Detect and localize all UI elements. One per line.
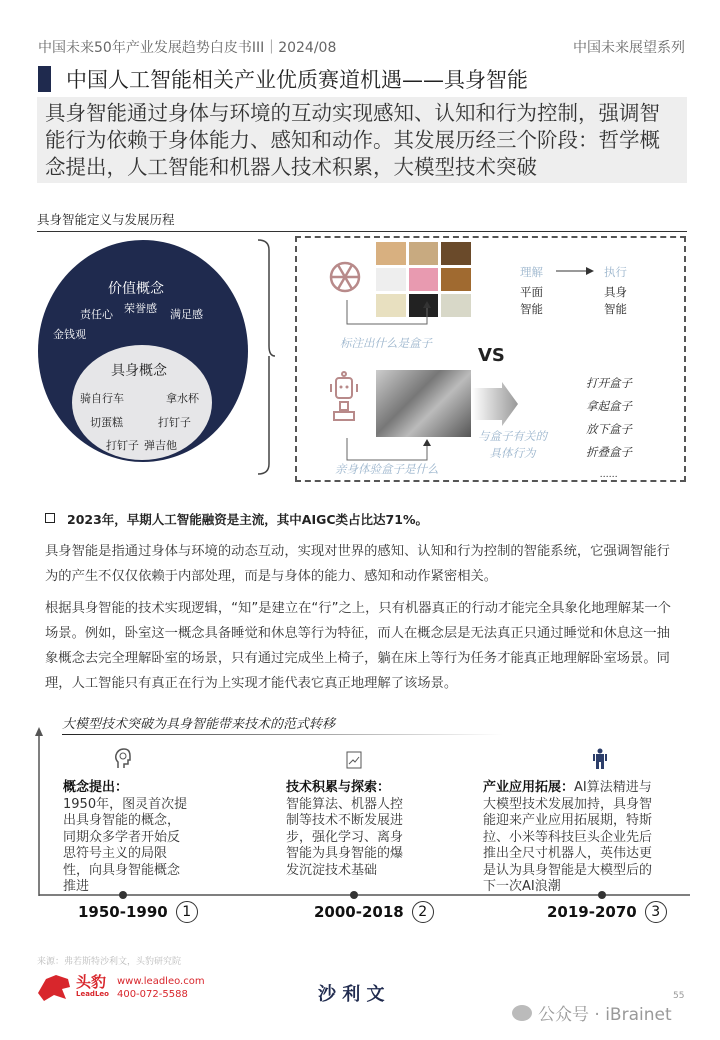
stage-years <box>547 901 667 923</box>
wechat-icon <box>512 1005 532 1021</box>
brand-name <box>76 973 109 1000</box>
paragraph: 根据具身智能的技术实现逻辑，“知”是建立在“行”之上，只有机器真正的行动才能完全具象化地理解某一个场景。例如，卧室这一概念具备睡觉和休息等行为特征，而人在概念层是无法真正只通过睡觉和休息这一抽象概念去完全理解卧室的场景，只有通过完成坐上椅子，躺在床上等行为任务才能真正地理解卧室场景。同理，人工智能只有真正在行为上实现才能代表它真正地理解了该场景。 <box>45 601 671 691</box>
checkbox-bullet-icon <box>45 513 55 523</box>
stage-3 <box>483 780 658 896</box>
stage-number: 2 <box>412 901 434 923</box>
action-item: 打开盒子 <box>586 376 632 390</box>
stage-text: 智能算法、机器人控制等技术不断发展进步，强化学习、离身智能为具身智能的爆发沉淀技术基础 <box>286 796 404 878</box>
embodied-intelligence: 具身 智能 <box>604 285 627 316</box>
bullet-point <box>45 510 428 528</box>
doc-header-right: 中国未来展望系列 <box>573 40 685 56</box>
gradient-arrow <box>472 382 518 426</box>
openai-logo-icon <box>326 256 364 298</box>
timeline-dot <box>350 891 358 899</box>
arrow-right-icon <box>556 266 596 276</box>
top-caption: 标注出什么是盒子 <box>340 336 432 350</box>
inner-item: 弹吉他 <box>144 439 177 452</box>
chart-document-icon <box>346 749 362 769</box>
inner-item: 切蛋糕 <box>90 416 123 429</box>
robot-experience-image <box>376 370 471 437</box>
watermark-text: 公众号 · iBrainet <box>538 1005 672 1025</box>
robot-figure-icon <box>592 748 608 770</box>
page-title <box>38 64 528 94</box>
inner-item: 拿水杯 <box>166 392 199 405</box>
outer-item: 荣誉感 <box>124 302 157 315</box>
outer-item: 满足感 <box>170 308 203 321</box>
action-item: 拿起盒子 <box>586 399 632 413</box>
understand-label: 理解 <box>520 265 543 279</box>
doc-header-left: 中国未来50年产业发展趋势白皮书III｜2024/08 <box>38 40 337 56</box>
stage-head: 产业应用拓展： <box>483 780 575 795</box>
stage-text: AI算法精进与大模型技术发展加持，具身智能迎来产业应用拓展期，特斯拉、小米等科技巨头企业先后推出全尺寸机器人，英伟达更是认为具身智能是大模型后的下一次AI浪潮 <box>483 780 653 894</box>
stage-2 <box>286 780 411 879</box>
behavior-caption: 与盒子有关的 具体行为 <box>478 429 547 460</box>
years-text: 2019-2070 <box>547 903 637 921</box>
execute-label: 执行 <box>604 265 627 279</box>
stage-years <box>314 901 434 923</box>
flat-intelligence: 平面 智能 <box>520 285 543 316</box>
stage-head: 概念提出： <box>63 780 129 795</box>
leopard-logo-icon <box>36 973 72 1003</box>
inner-item: 骑自行车 <box>80 392 124 405</box>
stage-years <box>78 901 198 923</box>
years-text: 2000-2018 <box>314 903 404 921</box>
robot-icon <box>328 370 360 425</box>
action-item: …… <box>600 470 618 480</box>
caption-arrow <box>345 300 435 328</box>
website-link[interactable]: www.leadleo.com <box>116 976 205 987</box>
timeline-title: 大模型技术突破为具身智能带来技术的范式转移 <box>62 713 502 735</box>
inner-label: 具身概念 <box>111 363 167 379</box>
frost-sullivan-logo: 沙 利 文 <box>318 984 385 1005</box>
inner-item: 打钉子 <box>106 439 139 452</box>
paragraph: 具身智能是指通过身体与环境的动态互动，实现对世界的感知、认知和行为控制的智能系统，它强调智能行为的产生不仅仅依赖于内部处理，而是与身体的能力、感知和动作紧密相关。 <box>45 544 670 584</box>
years-text: 1950-1990 <box>78 903 168 921</box>
title-bar <box>38 66 51 92</box>
brand-en: LeadLeo <box>76 990 109 998</box>
stage-number: 3 <box>645 901 667 923</box>
figure-subtitle: 具身智能定义与发展历程 <box>37 210 687 232</box>
summary-box: 具身智能通过身体与环境的互动实现感知、认知和行为控制，强调智能行为依赖于身体能力、感知和动作。其发展历经三个阶段：哲学概念提出，人工智能和机器人技术积累，大模型技术突破 <box>37 97 687 183</box>
stage-number: 1 <box>176 901 198 923</box>
stage-head: 技术积累与探索： <box>286 780 391 795</box>
action-item: 折叠盒子 <box>586 445 632 459</box>
outer-item: 责任心 <box>80 308 113 321</box>
action-item: 放下盒子 <box>586 422 632 436</box>
outer-item: 金钱观 <box>53 328 86 341</box>
brain-head-icon <box>114 748 132 770</box>
watermark <box>512 1000 672 1025</box>
stage-text: 1950年，图灵首次提出具身智能的概念，同期众多学者开始反思符号主义的局限性，向具身智能概念推进 <box>63 796 188 894</box>
vs-label: VS <box>478 345 505 366</box>
phone-number: 400-072-5588 <box>116 989 188 1000</box>
page-number: 55 <box>673 991 685 1001</box>
page-title-text: 中国人工智能相关产业优质赛道机遇——具身智能 <box>66 68 528 92</box>
action-list <box>586 372 632 487</box>
outer-label: 价值概念 <box>108 281 164 297</box>
inner-item: 打钉子 <box>158 416 191 429</box>
brand-cn: 头豹 <box>76 973 107 991</box>
leadleo-logo <box>36 973 205 1003</box>
bullet-text: 2023年，早期人工智能融资是主流，其中AIGC类占比达71%。 <box>67 512 428 527</box>
source-note: 来源：弗若斯特沙利文，头豹研究院 <box>37 957 182 967</box>
bottom-caption: 亲身体验盒子是什么 <box>335 462 439 476</box>
stage-1 <box>63 780 188 896</box>
brace <box>255 238 275 478</box>
